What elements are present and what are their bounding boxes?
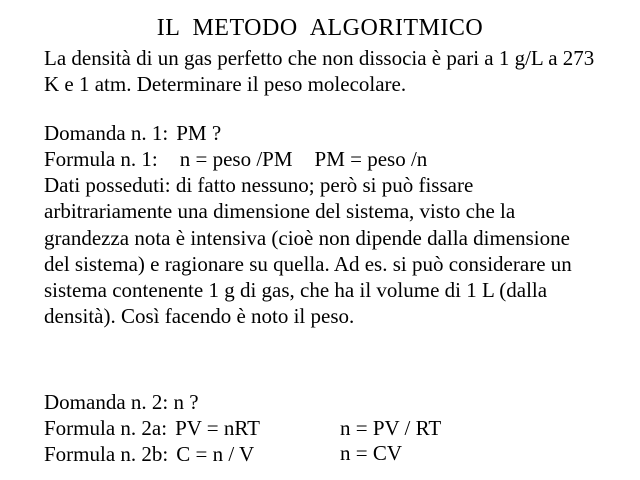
slide-title (0, 14, 640, 42)
question-2 (44, 389, 604, 415)
formula-1 (44, 146, 604, 172)
title-part-3: ALGORITMICO (309, 15, 484, 41)
formula-2b (44, 441, 604, 467)
formula-2b-label: Formula n. 2b: (44, 442, 169, 466)
question-2-value: n ? (173, 390, 199, 414)
given-data-paragraph: Dati posseduti: di fatto nessuno; però si può fissare arbitrariamente una dimensione del sistema, visto che la grandezza nota è intensiva (cioè non dipende dalla dimensione del sistema) e ragionare su quella. Ad es. si può considerare un sistema contenente 1 g di gas, che ha il volume di 1 L (dalla densità). Così facendo è noto il peso. (44, 173, 572, 329)
formula-2a-label: Formula n. 2a: (44, 416, 168, 440)
formula-1-b: PM = peso /n (314, 147, 428, 171)
problem-statement: La densità di un gas perfetto che non dissocia è pari a 1 g/L a 273 K e 1 atm. Determinare il peso molecolare. (44, 46, 595, 96)
question-1-value: PM ? (176, 121, 222, 145)
formula-1-label: Formula n. 1: (44, 147, 158, 171)
question-1-label: Domanda n. 1: (44, 121, 169, 145)
formula-2a-result: n = PV / RT (340, 416, 442, 440)
formula-2b-result: n = CV (340, 441, 403, 465)
formula-2a-value: PV = nRT (175, 416, 260, 440)
title-part-2: METODO (192, 15, 298, 41)
question-1 (44, 120, 604, 146)
formula-2a (44, 415, 604, 441)
question-2-label: Domanda n. 2: (44, 390, 169, 414)
formula-2b-value: C = n / V (176, 442, 255, 466)
formula-1-a: n = peso /PM (179, 147, 293, 171)
title-part-1: IL (156, 15, 181, 41)
